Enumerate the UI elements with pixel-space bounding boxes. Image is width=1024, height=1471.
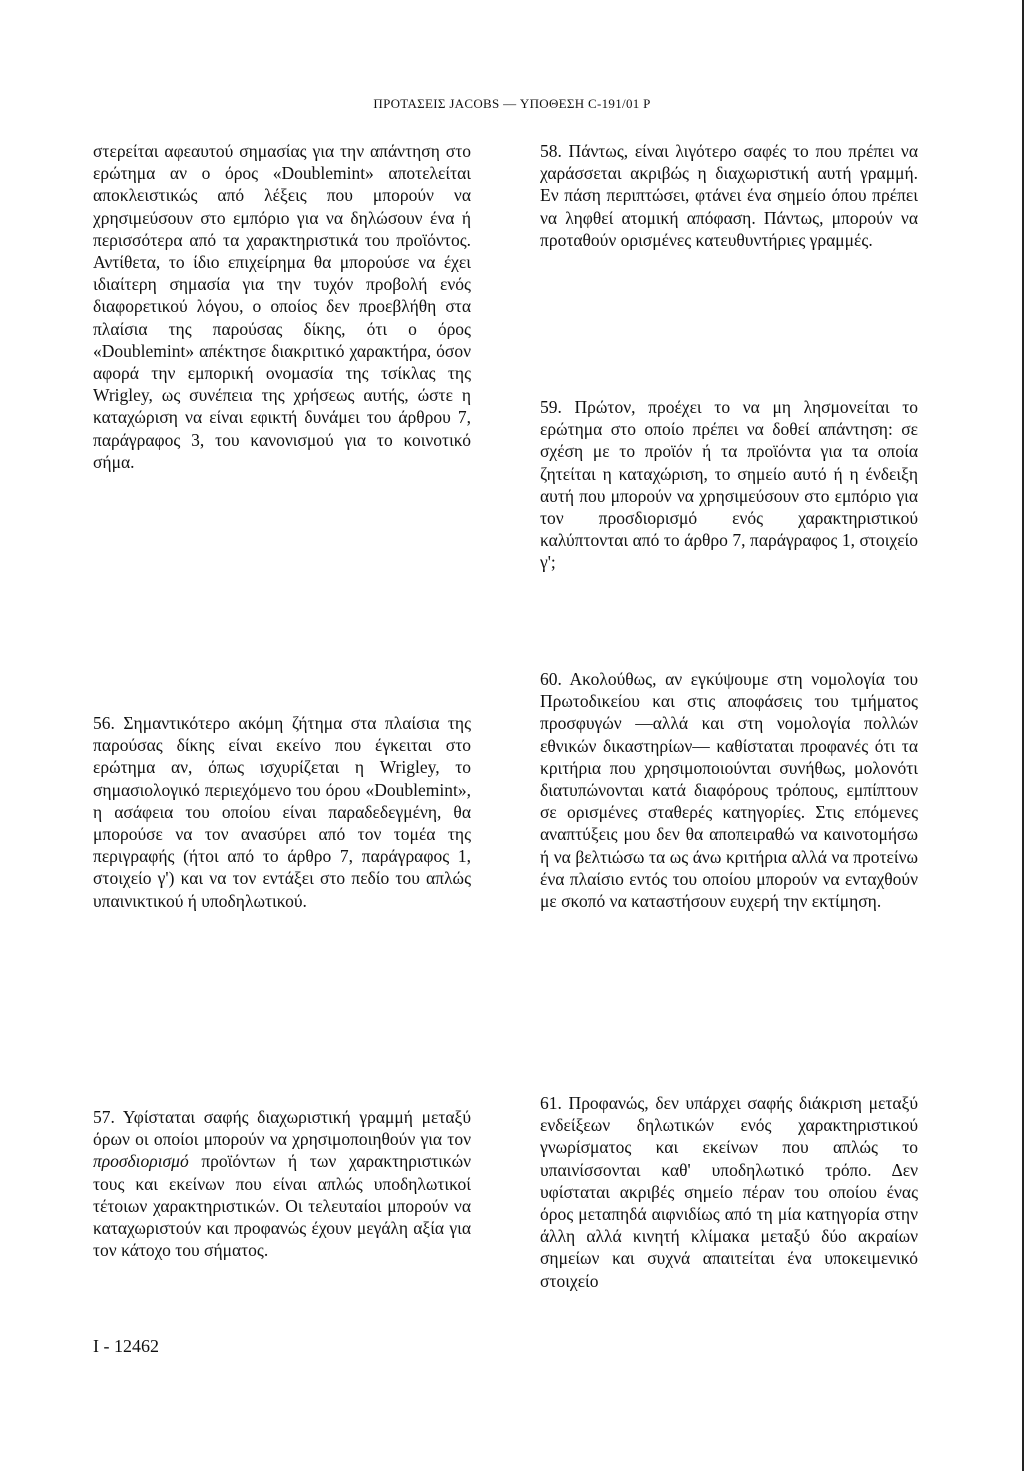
right-block-2 xyxy=(540,396,918,574)
left-block-3 xyxy=(93,1106,471,1261)
paragraph-57-part-b: προϊόντων ή των χαρακτηριστικών τους και εκείνων που είναι απλώς υποδηλωτικοί τέτοιων χαρακτηριστικών. Οι τελευταίοι μπορούν να καταχωριστούν και προφανώς έχουν μεγάλη αξία για τον κάτοχο του σήματος. xyxy=(93,1151,471,1261)
paragraph-57 xyxy=(93,1106,471,1261)
paragraph-59: 59. Πρώτον, προέχει το να μη λησμονείται το ερώτημα στο οποίο πρέπει να δοθεί απάντηση: σε σχέση με το προϊόν ή τα προϊόντα για τα οποία ζητείται η καταχώριση, το σημείο αυτό ή η ένδειξη αυτή που μπορούν να χρησιμεύσουν στο εμπόριο για τον προσδιορισμό ενός χαρακτηριστικού καλύπτονται από το άρθρο 7, παράγραφος 1, στοιχείο γ'; xyxy=(540,397,918,573)
left-block-1 xyxy=(93,140,471,473)
paragraph-60: 60. Ακολούθως, αν εγκύψουμε στη νομολογία του Πρωτοδικείου και στις αποφάσεις του τμήματος προσφυγών —αλλά και στη νομολογία πολλών εθνικών δικαστηρίων— καθίσταται προφανές ότι τα κριτήρια που χρησιμοποιούνται συνήθως, μολονότι διατυπώνονται κατά διαφόρους τρόπους, εμπίπτουν σε ορισμένες σταθερές κατηγορίες. Στις επόμενες αναπτύξεις μου δεν θα αποπειραθώ να καινοτομήσω ή να βελτιώσω τα ως άνω κριτήρια αλλά να προτείνω ένα πλαίσιο εντός του οποίου μπορούν να ενταχθούν με σκοπό να καταστήσουν ευχερή την εκτίμηση. xyxy=(540,669,918,912)
paragraph-61: 61. Προφανώς, δεν υπάρχει σαφής διάκριση μεταξύ ενδείξεων δηλωτικών ενός χαρακτηριστικού γνωρίσματος και εκείνων που απλώς το υπαινίσσονται καθ' υποδηλωτικό τρόπο. Δεν υφίσταται ακριβές σημείο πέραν του οποίου ένας όρος μεταπηδά αιφνιδίως από τη μία κατηγορία στην άλλη αλλά κινητή κλίμακα μεταξύ δύο ακραίων σημείων και συχνά απαιτείται ένα υποκειμενικό στοιχείο xyxy=(540,1093,918,1291)
paragraph-58: 58. Πάντως, είναι λιγότερο σαφές το που πρέπει να χαράσσεται ακριβώς η διαχωριστική αυτή γραμμή. Εν πάση περιπτώσει, φτάνει ένα σημείο όπου πρέπει να ληφθεί ατομική απόφαση. Πάντως, μπορούν να προταθούν ορισμένες κατευθυντήριες γραμμές. xyxy=(540,141,918,250)
paragraph-56: 56. Σημαντικότερο ακόμη ζήτημα στα πλαίσια της παρούσας δίκης είναι εκείνο που έγκειται στο ερώτημα αν, όπως ισχυρίζεται η Wrigley, το σημασιολογικό περιεχόμενο του όρου «Doublemint», η ασάφεια του οποίου είναι παραδεδεγμένη, θα μπορούσε να τον ανασύρει από τον τομέα της περιγραφής (ήτοι από το άρθρο 7, παράγραφος 1, στοιχείο γ') και να τον εντάξει στο πεδίο του απλώς υπαινικτικού ή υποδηλωτικού. xyxy=(93,713,471,911)
right-block-4 xyxy=(540,1092,918,1292)
paragraph-55-continued-text: στερείται αφεαυτού σημασίας για την απάντηση στο ερώτημα αν ο όρος «Doublemint» αποτελείται αποκλειστικώς από λέξεις που μπορούν να χρησιμεύσουν στο εμπόριο για να δηλώσουν ένα ή περισσότερα από τα χαρακτηριστικά του προϊόντος. Αντίθετα, το ίδιο επιχείρημα θα μπορούσε να έχει ιδιαίτερη σημασία για την τυχόν προβολή ενός διαφορετικού λόγου, ο οποίος δεν προεβλήθη στα πλαίσια της παρούσας δίκης, ότι ο όρος «Doublemint» απέκτησε διακριτικό χαρακτήρα, όσον αφορά την εμπορική ονομασία της τσίκλας της Wrigley, ως συνέπεια της χρήσεως αυτής, ώστε η καταχώριση να είναι εφικτή δυνάμει του άρθρου 7, παράγραφος 3, του κανονισμού για το κοινοτικό σήμα. xyxy=(93,141,471,472)
running-header: ΠΡΟΤΑΣΕΙΣ JACOBS — ΥΠΟΘΕΣΗ C-191/01 P xyxy=(373,96,651,111)
paragraph-57-part-a: 57. Υφίσταται σαφής διαχωριστική γραμμή μεταξύ όρων οι οποίοι μπορούν να χρησιμοποιηθούν για τον xyxy=(93,1107,471,1150)
right-block-3 xyxy=(540,668,918,912)
left-block-2 xyxy=(93,712,471,912)
paragraph-57-emphasis: προσδιορισμό xyxy=(93,1151,189,1172)
page-number: I - 12462 xyxy=(93,1336,159,1356)
right-block-1 xyxy=(540,140,918,251)
